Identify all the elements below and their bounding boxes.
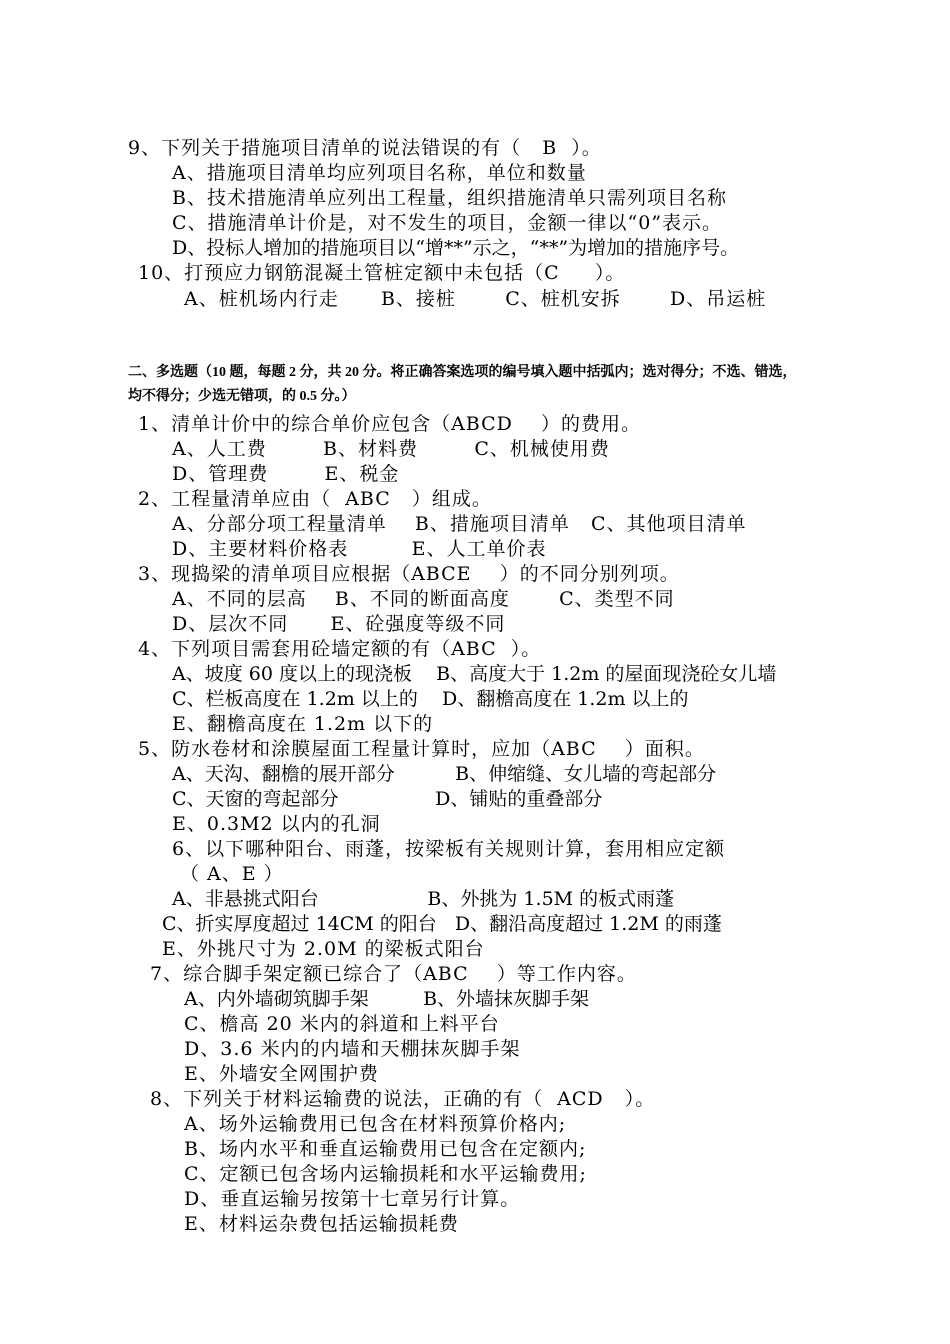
mc-question-3: 3、现捣梁的清单项目应根据（ABCE ）的不同分别列项。: [138, 563, 680, 585]
mc-question-2-options-2: D、主要材料价格表 E、人工单价表: [172, 538, 547, 560]
mc-question-4: 4、下列项目需套用砼墙定额的有（ABC ）。: [138, 638, 542, 660]
mc-question-8-options-1: A、场外运输费用已包含在材料预算价格内;: [184, 1113, 567, 1135]
mc-question-6: 6、以下哪种阳台、雨蓬，按梁板有关规则计算，套用相应定额: [172, 838, 726, 860]
section-heading-line-2: 均不得分；少选无错项，的 0.5 分。）: [128, 389, 356, 404]
question-9: 9、下列关于措施项目清单的说法错误的有（ B ）。: [128, 137, 602, 159]
mc-question-7-options-4: E、外墙安全网围护费: [184, 1063, 379, 1085]
mc-question-6-options-3: E、外挑尺寸为 2.0M 的梁板式阳台: [162, 938, 485, 960]
mc-question-7: 7、综合脚手架定额已综合了（ABC ）等工作内容。: [150, 963, 637, 985]
mc-question-3-options-1: A、不同的层高 B、不同的断面高度 C、类型不同: [172, 588, 675, 610]
mc-question-7-options-1: A、内外墙砌筑脚手架 B、外墙抹灰脚手架: [184, 988, 590, 1010]
question-9-option-c: C、措施清单计价是，对不发生的项目，金额一律以“0”表示。: [172, 212, 723, 234]
mc-question-6-options-1: A、非悬挑式阳台 B、外挑为 1.5M 的板式雨蓬: [172, 888, 675, 910]
mc-question-1: 1、清单计价中的综合单价应包含（ABCD ）的费用。: [138, 413, 642, 435]
mc-question-3-options-2: D、层次不同 E、砼强度等级不同: [172, 613, 506, 635]
mc-question-1-options-2: D、管理费 E、税金: [172, 463, 400, 485]
mc-question-8-options-2: B、场内水平和垂直运输费用已包含在定额内;: [184, 1138, 587, 1160]
mc-question-4-options-2: C、栏板高度在 1.2m 以上的 D、翻檐高度在 1.2m 以上的: [172, 688, 689, 710]
mc-question-7-options-2: C、檐高 20 米内的斜道和上料平台: [184, 1013, 500, 1035]
question-9-option-b: B、技术措施清单应列出工程量，组织措施清单只需列项目名称: [172, 187, 727, 209]
mc-question-6-answer: （ A、E ）: [180, 863, 284, 885]
question-9-option-a: A、措施项目清单均应列项目名称，单位和数量: [172, 162, 587, 184]
mc-question-8-options-3: C、定额已包含场内运输损耗和水平运输费用;: [184, 1163, 587, 1185]
mc-question-5-options-1: A、天沟、翻檐的展开部分 B、伸缩缝、女儿墙的弯起部分: [172, 763, 717, 785]
mc-question-5: 5、防水卷材和涂膜屋面工程量计算时，应加（ABC ）面积。: [138, 738, 705, 760]
mc-question-8: 8、下列关于材料运输费的说法，正确的有（ ACD ）。: [150, 1088, 656, 1110]
mc-question-5-options-3: E、0.3M2 以内的孔洞: [172, 813, 381, 835]
mc-question-4-options-1: A、坡度 60 度以上的现浇板 B、高度大于 1.2m 的屋面现浇砼女儿墙: [172, 663, 777, 685]
question-9-option-d: D、投标人增加的措施项目以“增**”示之，“**”为增加的措施序号。: [172, 237, 740, 259]
mc-question-5-options-2: C、天窗的弯起部分 D、铺贴的重叠部分: [172, 788, 603, 810]
mc-question-6-options-2: C、折实厚度超过 14CM 的阳台 D、翻沿高度超过 1.2M 的雨蓬: [162, 913, 722, 935]
mc-question-7-options-3: D、3.6 米内的内墙和天棚抹灰脚手架: [184, 1038, 521, 1060]
mc-question-2: 2、工程量清单应由（ ABC ）组成。: [138, 488, 492, 510]
mc-question-8-options-5: E、材料运杂费包括运输损耗费: [184, 1213, 459, 1235]
question-10: 10、打预应力钢筋混凝土管桩定额中未包括（C ）。: [138, 262, 626, 284]
section-heading-line-1: 二、多选题（10 题，每题 2 分，共 20 分。将正确答案选项的编号填入题中括弧内；选对得分；不选、错选，: [128, 365, 797, 380]
mc-question-2-options-1: A、分部分项工程量清单 B、措施项目清单 C、其他项目清单: [172, 513, 747, 535]
mc-question-8-options-4: D、垂直运输另按第十七章另行计算。: [184, 1188, 521, 1210]
mc-question-4-options-3: E、翻檐高度在 1.2m 以下的: [172, 713, 434, 735]
question-10-options: A、桩机场内行走 B、接桩 C、桩机安拆 D、吊运桩: [184, 288, 767, 310]
mc-question-1-options-1: A、人工费 B、材料费 C、机械使用费: [172, 438, 610, 460]
